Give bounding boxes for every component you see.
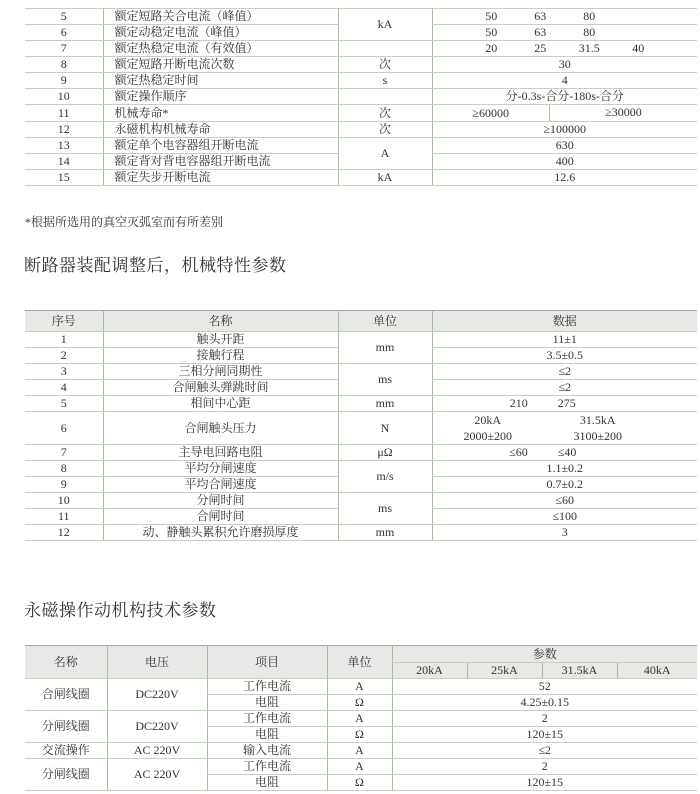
data-cell: 4 (432, 73, 697, 89)
unit-cell: A (327, 759, 392, 775)
data-cell: 12.6 (432, 170, 697, 186)
data-cell: 4.25±0.15 (392, 695, 697, 711)
column-header-data: 数据 (432, 311, 697, 332)
item-cell: 工作电流 (207, 711, 327, 727)
unit-cell: N (338, 412, 432, 445)
table-row (25, 89, 697, 105)
unit-cell: ms (338, 364, 432, 396)
name-cell: 平均合闸速度 (103, 477, 338, 493)
data-cell: 3 (432, 525, 697, 541)
data-value: 80 (583, 9, 596, 23)
name-cell: 额定动稳定电流（峰值） (103, 25, 338, 41)
column-header-item: 项目 (207, 646, 327, 679)
row-number-cell: 5 (25, 396, 103, 412)
name-cell: 主导电回路电阻 (103, 445, 338, 461)
subcolumn-header-25ka: 25kA (467, 663, 542, 679)
table-row (25, 332, 697, 348)
unit-cell: A (327, 743, 392, 759)
row-number-cell: 12 (25, 122, 103, 138)
column-header-name: 名称 (25, 646, 107, 679)
name-cell: 额定背对背电容器组开断电流 (103, 154, 338, 170)
data-cell: ≥100000 (432, 122, 697, 138)
unit-cell: s (338, 73, 432, 89)
name-cell: 永磁机构机械寿命 (103, 122, 338, 138)
table-row (25, 396, 697, 412)
data-value: 20kA (474, 413, 502, 427)
table-row (25, 743, 697, 759)
data-value: ≤40 (557, 445, 577, 459)
table-header-row (25, 311, 697, 332)
table-row (25, 138, 697, 154)
data-cell (432, 445, 697, 461)
row-number-cell: 9 (25, 477, 103, 493)
column-header-params: 参数 (392, 646, 697, 663)
table-row (25, 711, 697, 727)
section-title-mechanical: 断路器装配调整后，机械特性参数 (24, 256, 287, 275)
data-value: 20 (485, 41, 498, 55)
name-cell: 额定短路开断电流次数 (103, 57, 338, 73)
name-cell: 额定热稳定电流（有效值） (103, 41, 338, 57)
name-cell: 触头开距 (103, 332, 338, 348)
row-number-cell: 7 (25, 445, 103, 461)
table-row (25, 364, 697, 380)
coil-name-cell: 交流操作 (25, 743, 107, 759)
row-number-cell: 8 (25, 461, 103, 477)
unit-cell: kA (338, 9, 432, 41)
item-cell: 工作电流 (207, 759, 327, 775)
name-cell: 分闸时间 (103, 493, 338, 509)
unit-cell: A (338, 138, 432, 170)
table-row (25, 9, 697, 25)
footnote: *根据所选用的真空灭弧室而有所差别 (25, 215, 224, 229)
row-number-cell: 4 (25, 380, 103, 396)
row-number-cell: 11 (25, 509, 103, 525)
coil-name-cell: 分闸线圈 (25, 759, 107, 791)
data-value: 275 (557, 396, 576, 410)
unit-cell: Ω (327, 695, 392, 711)
ratings-table (25, 8, 697, 186)
row-number-cell: 2 (25, 348, 103, 364)
data-cell (432, 25, 697, 41)
table-row (25, 679, 697, 695)
data-value (614, 9, 663, 24)
unit-cell: m/s (338, 461, 432, 493)
table-row (25, 759, 697, 775)
data-cell: 1.1±0.2 (432, 461, 697, 477)
column-header-voltage: 电压 (107, 646, 207, 679)
item-cell: 工作电流 (207, 679, 327, 695)
mechanical-characteristics-table (25, 310, 697, 541)
unit-cell: mm (338, 525, 432, 541)
name-cell: 额定单个电容器组开断电流 (103, 138, 338, 154)
data-value: ≤60 (509, 445, 528, 459)
row-number-cell: 10 (25, 89, 103, 105)
table-row (25, 461, 697, 477)
data-value: 50 (485, 9, 498, 23)
name-cell: 机械寿命* (103, 105, 338, 122)
subcolumn-header-20ka: 20kA (392, 663, 467, 679)
unit-cell: Ω (327, 775, 392, 791)
data-cell (432, 396, 697, 412)
table-row (25, 412, 697, 445)
data-value: 40 (632, 41, 645, 55)
subcolumn-header-31-5ka: 31.5kA (542, 663, 617, 679)
row-number-cell: 5 (25, 9, 103, 25)
unit-cell: 次 (338, 57, 432, 73)
name-cell: 额定操作顺序 (103, 89, 338, 105)
data-cell: 3.5±0.5 (432, 348, 697, 364)
table-header-row (25, 646, 697, 663)
name-cell: 动、静触头累积允许磨损厚度 (103, 525, 338, 541)
row-number-cell: 10 (25, 493, 103, 509)
data-value: ≥30000 (549, 105, 697, 121)
name-cell: 合闸时间 (103, 509, 338, 525)
coil-name-cell: 合闸线圈 (25, 679, 107, 711)
data-value: 3100±200 (573, 429, 623, 443)
unit-cell: A (327, 679, 392, 695)
row-number-cell: 8 (25, 57, 103, 73)
item-cell: 电阻 (207, 775, 327, 791)
table-row (25, 445, 697, 461)
table-row (25, 57, 697, 73)
data-cell: 分-0.3s-合分-180s-合分 (432, 89, 697, 105)
column-header-no: 序号 (25, 311, 103, 332)
unit-cell: 次 (338, 105, 432, 122)
actuator-parameters-table (25, 645, 697, 791)
voltage-cell: DC220V (107, 711, 207, 743)
name-cell: 接触行程 (103, 348, 338, 364)
subcolumn-header-40ka: 40kA (617, 663, 697, 679)
table-row (25, 170, 697, 186)
name-cell: 额定短路关合电流（峰值） (103, 9, 338, 25)
data-value: 80 (583, 25, 596, 39)
data-cell: 400 (432, 154, 697, 170)
row-number-cell: 1 (25, 332, 103, 348)
item-cell: 电阻 (207, 727, 327, 743)
table-row (25, 73, 697, 89)
unit-cell: kA (338, 170, 432, 186)
section-title-actuator: 永磁操作动机构技术参数 (24, 601, 217, 620)
unit-cell: ms (338, 493, 432, 525)
row-number-cell: 11 (25, 105, 103, 122)
voltage-cell: AC 220V (107, 759, 207, 791)
name-cell: 额定热稳定时间 (103, 73, 338, 89)
data-cell: 120±15 (392, 775, 697, 791)
data-cell: ≤2 (432, 364, 697, 380)
table-row (25, 493, 697, 509)
name-cell: 额定失步开断电流 (103, 170, 338, 186)
row-number-cell: 13 (25, 138, 103, 154)
table-row (25, 105, 697, 122)
unit-cell (338, 41, 432, 57)
data-value: 2000±200 (463, 429, 513, 443)
data-cell: 11±1 (432, 332, 697, 348)
unit-cell: mm (338, 396, 432, 412)
unit-cell: A (327, 711, 392, 727)
data-cell: 2 (392, 759, 697, 775)
row-number-cell: 6 (25, 25, 103, 41)
data-cell: ≤2 (392, 743, 697, 759)
data-cell: ≤100 (432, 509, 697, 525)
unit-cell: 次 (338, 122, 432, 138)
unit-cell (338, 89, 432, 105)
data-cell (432, 412, 697, 445)
unit-cell: Ω (327, 727, 392, 743)
table-row (25, 122, 697, 138)
data-cell (432, 9, 697, 25)
data-cell: ≤2 (432, 380, 697, 396)
unit-cell: μΩ (338, 445, 432, 461)
data-value: 210 (509, 396, 528, 410)
data-cell (432, 105, 697, 122)
data-cell: 120±15 (392, 727, 697, 743)
data-cell: 52 (392, 679, 697, 695)
name-cell: 三相分闸同期性 (103, 364, 338, 380)
column-header-unit: 单位 (327, 646, 392, 679)
table-row (25, 525, 697, 541)
data-cell: ≤60 (432, 493, 697, 509)
row-number-cell: 12 (25, 525, 103, 541)
row-number-cell: 6 (25, 412, 103, 445)
voltage-cell: AC 220V (107, 743, 207, 759)
data-value: 31.5kA (579, 413, 616, 427)
unit-cell: mm (338, 332, 432, 364)
name-cell: 平均分闸速度 (103, 461, 338, 477)
table-row (25, 41, 697, 57)
data-cell (432, 41, 697, 57)
coil-name-cell: 分闸线圈 (25, 711, 107, 743)
column-header-name: 名称 (103, 311, 338, 332)
item-cell: 输入电流 (207, 743, 327, 759)
item-cell: 电阻 (207, 695, 327, 711)
row-number-cell: 9 (25, 73, 103, 89)
data-cell: 2 (392, 711, 697, 727)
data-value: 63 (534, 9, 547, 23)
row-number-cell: 7 (25, 41, 103, 57)
row-number-cell: 3 (25, 364, 103, 380)
data-value (614, 25, 663, 40)
column-header-unit: 单位 (338, 311, 432, 332)
name-cell: 相间中心距 (103, 396, 338, 412)
voltage-cell: DC220V (107, 679, 207, 711)
data-cell: 30 (432, 57, 697, 73)
data-cell: 0.7±0.2 (432, 477, 697, 493)
name-cell: 合闸触头压力 (103, 412, 338, 445)
row-number-cell: 15 (25, 170, 103, 186)
data-value: 31.5 (578, 41, 600, 55)
data-cell: 630 (432, 138, 697, 154)
row-number-cell: 14 (25, 154, 103, 170)
data-value: ≥60000 (472, 105, 509, 120)
data-value: 63 (534, 25, 547, 39)
name-cell: 合闸触头弹跳时间 (103, 380, 338, 396)
data-value: 25 (534, 41, 547, 55)
data-value: 50 (485, 25, 498, 39)
